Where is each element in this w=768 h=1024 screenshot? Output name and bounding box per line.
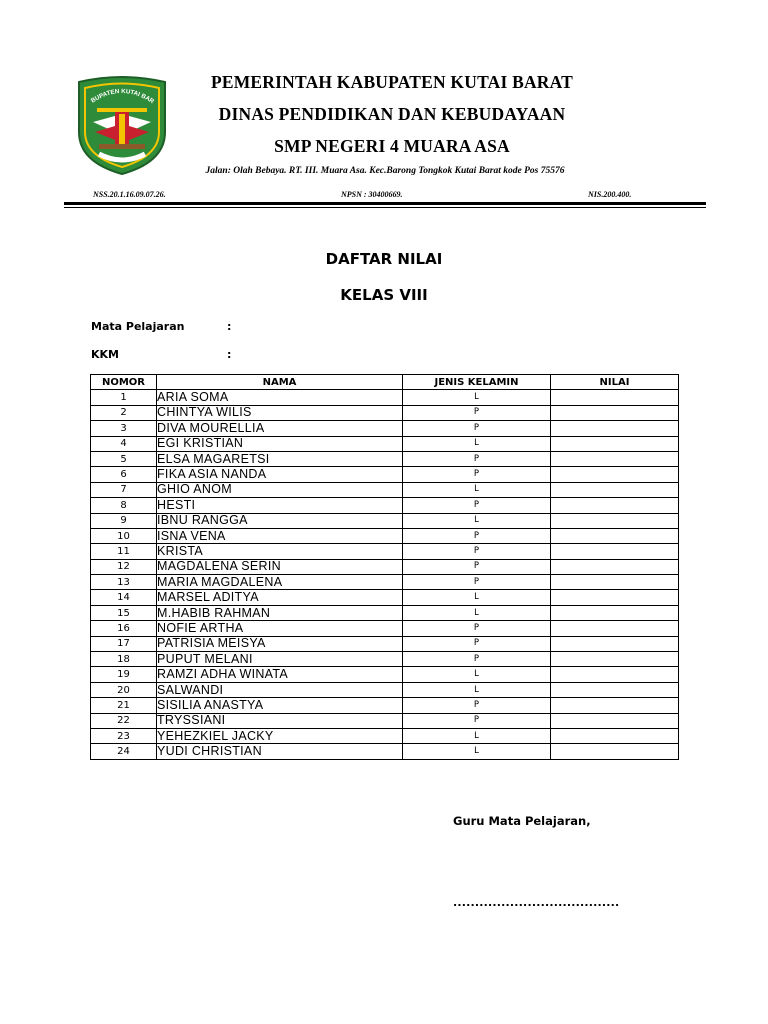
- student-name: KRISTA: [157, 544, 403, 559]
- kkm-colon: :: [227, 348, 232, 361]
- subject-colon: :: [227, 320, 232, 333]
- government-name: PEMERINTAH KABUPATEN KUTAI BARAT: [210, 72, 574, 92]
- table-body: [91, 390, 679, 759]
- table-row: [91, 728, 679, 743]
- table-row: [91, 436, 679, 451]
- subject-label: Mata Pelajaran: [91, 320, 185, 333]
- teacher-signature-label: Guru Mata Pelajaran,: [453, 814, 591, 828]
- student-gender: P: [403, 405, 551, 420]
- table-row: [91, 590, 679, 605]
- row-number: 13: [91, 575, 157, 590]
- student-grade[interactable]: [551, 744, 679, 759]
- student-name: M.HABIB RAHMAN: [157, 605, 403, 620]
- student-gender: P: [403, 421, 551, 436]
- student-name: ARIA SOMA: [157, 390, 403, 405]
- student-name: HESTI: [157, 498, 403, 513]
- student-gender: P: [403, 636, 551, 651]
- student-name: PUPUT MELANI: [157, 652, 403, 667]
- student-name: DIVA MOURELLIA: [157, 421, 403, 436]
- student-gender: L: [403, 744, 551, 759]
- row-number: 20: [91, 682, 157, 697]
- row-number: 22: [91, 713, 157, 728]
- kkm-label: KKM: [91, 348, 119, 361]
- student-grade[interactable]: [551, 559, 679, 574]
- student-gender: P: [403, 544, 551, 559]
- table-row: [91, 528, 679, 543]
- row-number: 24: [91, 744, 157, 759]
- student-grade[interactable]: [551, 636, 679, 651]
- signature-line: ......................................: [453, 896, 620, 909]
- student-name: EGI KRISTIAN: [157, 436, 403, 451]
- row-number: 7: [91, 482, 157, 497]
- row-number: 19: [91, 667, 157, 682]
- table-row: [91, 636, 679, 651]
- row-number: 12: [91, 559, 157, 574]
- student-grade[interactable]: [551, 728, 679, 743]
- row-number: 5: [91, 451, 157, 466]
- row-number: 4: [91, 436, 157, 451]
- row-number: 23: [91, 728, 157, 743]
- student-name: MAGDALENA SERIN: [157, 559, 403, 574]
- row-number: 2: [91, 405, 157, 420]
- student-grade[interactable]: [551, 390, 679, 405]
- header-jenis-kelamin: JENIS KELAMIN: [403, 375, 551, 390]
- row-number: 15: [91, 605, 157, 620]
- student-name: CHINTYA WILIS: [157, 405, 403, 420]
- table-row: [91, 682, 679, 697]
- student-name: ELSA MAGARETSI: [157, 451, 403, 466]
- row-number: 17: [91, 636, 157, 651]
- row-number: 21: [91, 698, 157, 713]
- table-row: [91, 482, 679, 497]
- table-row: [91, 451, 679, 466]
- student-name: TRYSSIANI: [157, 713, 403, 728]
- table-row: [91, 605, 679, 620]
- row-number: 1: [91, 390, 157, 405]
- row-number: 3: [91, 421, 157, 436]
- student-grade[interactable]: [551, 405, 679, 420]
- department-name: DINAS PENDIDIKAN DAN KEBUDAYAAN: [218, 104, 566, 124]
- student-gender: P: [403, 698, 551, 713]
- row-number: 8: [91, 498, 157, 513]
- table-row: [91, 652, 679, 667]
- row-number: 6: [91, 467, 157, 482]
- table-row: [91, 405, 679, 420]
- regency-logo: [73, 74, 171, 176]
- table-row: [91, 667, 679, 682]
- table-row: [91, 744, 679, 759]
- student-grade[interactable]: [551, 421, 679, 436]
- table-row: [91, 575, 679, 590]
- row-number: 14: [91, 590, 157, 605]
- table-row: [91, 513, 679, 528]
- row-number: 11: [91, 544, 157, 559]
- table-row: [91, 544, 679, 559]
- header-divider-thin: [64, 207, 706, 208]
- student-grade[interactable]: [551, 621, 679, 636]
- student-gender: P: [403, 652, 551, 667]
- student-grade[interactable]: [551, 467, 679, 482]
- table-row: [91, 467, 679, 482]
- student-grade[interactable]: [551, 698, 679, 713]
- student-grade[interactable]: [551, 667, 679, 682]
- student-grade[interactable]: [551, 544, 679, 559]
- student-name: SALWANDI: [157, 682, 403, 697]
- student-grade[interactable]: [551, 451, 679, 466]
- student-gender: L: [403, 728, 551, 743]
- table-row: [91, 390, 679, 405]
- student-gender: L: [403, 667, 551, 682]
- student-name: GHIO ANOM: [157, 482, 403, 497]
- student-grade[interactable]: [551, 482, 679, 497]
- student-grade[interactable]: [551, 575, 679, 590]
- kutai-barat-crest-icon: [73, 74, 171, 176]
- class-subtitle: KELAS VIII: [340, 286, 428, 304]
- student-gender: L: [403, 482, 551, 497]
- student-grade[interactable]: [551, 498, 679, 513]
- student-name: YEHEZKIEL JACKY: [157, 728, 403, 743]
- student-name: SISILIA ANASTYA: [157, 698, 403, 713]
- student-grade[interactable]: [551, 513, 679, 528]
- student-grade[interactable]: [551, 436, 679, 451]
- nss-code: NSS.20.1.16.09.07.26.: [93, 190, 166, 199]
- student-gender: P: [403, 451, 551, 466]
- student-name: NOFIE ARTHA: [157, 621, 403, 636]
- table-row: [91, 559, 679, 574]
- student-gender: P: [403, 621, 551, 636]
- student-grade[interactable]: [551, 652, 679, 667]
- student-gender: P: [403, 498, 551, 513]
- table-header-row: [91, 375, 679, 390]
- table-row: [91, 621, 679, 636]
- header-nomor: NOMOR: [91, 375, 157, 390]
- student-name: MARIA MAGDALENA: [157, 575, 403, 590]
- student-name: MARSEL ADITYA: [157, 590, 403, 605]
- header-nama: NAMA: [157, 375, 403, 390]
- nis-code: NIS.200.400.: [588, 190, 632, 199]
- student-gender: L: [403, 590, 551, 605]
- student-name: PATRISIA MEISYA: [157, 636, 403, 651]
- student-gender: P: [403, 575, 551, 590]
- row-number: 18: [91, 652, 157, 667]
- document-title: DAFTAR NILAI: [325, 250, 443, 268]
- student-gender: P: [403, 713, 551, 728]
- table-row: [91, 498, 679, 513]
- school-name: SMP NEGERI 4 MUARA ASA: [274, 136, 510, 156]
- table-row: [91, 698, 679, 713]
- student-gender: L: [403, 605, 551, 620]
- student-gender: P: [403, 467, 551, 482]
- header-divider-thick: [64, 202, 706, 205]
- student-name: ISNA VENA: [157, 528, 403, 543]
- svg-text:KABUPATEN KUTAI BARAT: BUPATEN KUTAI BAR: [89, 87, 156, 106]
- student-grade[interactable]: [551, 590, 679, 605]
- row-number: 9: [91, 513, 157, 528]
- student-gender: L: [403, 682, 551, 697]
- student-grade[interactable]: [551, 713, 679, 728]
- row-number: 10: [91, 528, 157, 543]
- row-number: 16: [91, 621, 157, 636]
- student-name: RAMZI ADHA WINATA: [157, 667, 403, 682]
- student-grade[interactable]: [551, 682, 679, 697]
- student-gender: L: [403, 390, 551, 405]
- school-address: Jalan: Olah Bebaya. RT. III. Muara Asa. Kec.Barong Tongkok Kutai Barat kode Pos 75576: [205, 166, 565, 176]
- student-grade[interactable]: [551, 605, 679, 620]
- grades-table: [90, 374, 679, 760]
- student-gender: L: [403, 436, 551, 451]
- student-gender: L: [403, 513, 551, 528]
- student-gender: P: [403, 528, 551, 543]
- student-gender: P: [403, 559, 551, 574]
- student-name: YUDI CHRISTIAN: [157, 744, 403, 759]
- npsn-code: NPSN : 30400669.: [341, 190, 403, 199]
- table-row: [91, 713, 679, 728]
- student-name: FIKA ASIA NANDA: [157, 467, 403, 482]
- header-nilai: NILAI: [551, 375, 679, 390]
- student-grade[interactable]: [551, 528, 679, 543]
- table-row: [91, 421, 679, 436]
- student-name: IBNU RANGGA: [157, 513, 403, 528]
